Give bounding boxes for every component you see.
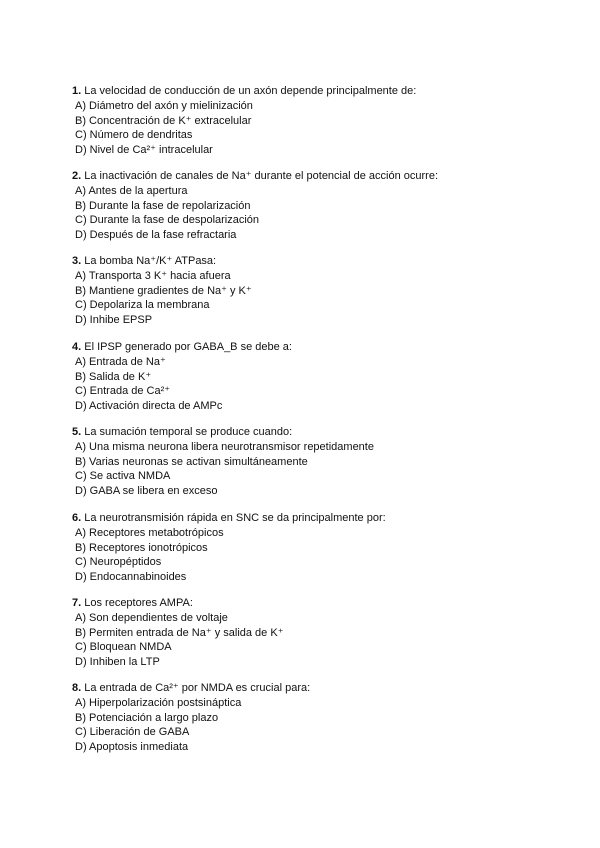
- question-stem: [72, 254, 552, 268]
- answer-option-b: B) Varias neuronas se activan simultáneamente: [75, 455, 308, 468]
- question-stem: [72, 340, 552, 354]
- answer-option-b: B) Mantiene gradientes de Na⁺ y K⁺: [75, 284, 252, 297]
- question-text: La bomba Na⁺/K⁺ ATPasa:: [81, 255, 217, 267]
- answer-option-c: C) Entrada de Ca²⁺: [75, 385, 171, 398]
- answer-option-d: D) Endocannabinoides: [75, 571, 187, 584]
- answer-option-c: C) Durante la fase de despolarización: [75, 214, 260, 227]
- question-text: El IPSP generado por GABA_B se debe a:: [81, 341, 292, 353]
- question-stem: [72, 511, 552, 525]
- question-number: 6.: [72, 512, 82, 524]
- answer-option-c: C) Liberación de GABA: [75, 726, 190, 739]
- question-text: La inactivación de canales de Na⁺ durante el potencial de acción ocurre:: [81, 170, 438, 182]
- answer-options: [72, 526, 552, 585]
- answer-option-b: B) Potenciación a largo plazo: [75, 711, 219, 724]
- question-text: La neurotransmisión rápida en SNC se da principalmente por:: [81, 512, 386, 524]
- answer-option-a: A) Receptores metabotrópicos: [75, 527, 224, 539]
- answer-option-a: A) Hiperpolarización postsináptica: [75, 697, 242, 709]
- question-number: 5.: [72, 426, 82, 438]
- question-text: La velocidad de conducción de un axón depende principalmente de:: [81, 85, 417, 97]
- answer-option-b: B) Salida de K⁺: [75, 370, 152, 383]
- question-stem: [72, 425, 552, 439]
- answer-options: [72, 440, 552, 499]
- answer-option-a: A) Entrada de Na⁺: [75, 356, 166, 368]
- question-7: [72, 596, 552, 670]
- answer-option-d: D) Activación directa de AMPc: [75, 400, 223, 413]
- answer-options: [72, 355, 552, 414]
- answer-option-d: D) GABA se libera en exceso: [75, 485, 218, 498]
- answer-option-a: A) Transporta 3 K⁺ hacia afuera: [75, 270, 231, 282]
- question-number: 4.: [72, 341, 82, 353]
- answer-option-a: A) Diámetro del axón y mielinización: [75, 100, 253, 112]
- question-number: 1.: [72, 85, 82, 97]
- answer-option-d: D) Inhiben la LTP: [75, 656, 160, 669]
- question-4: [72, 340, 552, 414]
- answer-options: [72, 611, 552, 670]
- answer-options: [72, 269, 552, 328]
- question-number: 2.: [72, 170, 82, 182]
- question-5: [72, 425, 552, 499]
- question-number: 8.: [72, 682, 82, 694]
- question-6: [72, 511, 552, 585]
- answer-option-c: C) Se activa NMDA: [75, 470, 171, 483]
- answer-option-d: D) Nivel de Ca²⁺ intracelular: [75, 144, 213, 157]
- answer-option-d: D) Después de la fase refractaria: [75, 229, 237, 242]
- question-stem: [72, 84, 552, 98]
- answer-option-d: D) Apoptosis inmediata: [75, 741, 189, 754]
- answer-options: [72, 184, 552, 243]
- answer-option-a: A) Son dependientes de voltaje: [75, 612, 228, 624]
- answer-options: [72, 696, 552, 755]
- question-stem: [72, 681, 552, 695]
- answer-option-b: B) Receptores ionotrópicos: [75, 541, 208, 554]
- answer-option-c: C) Neuropéptidos: [75, 556, 162, 569]
- question-1: [72, 84, 552, 158]
- question-text: La entrada de Ca²⁺ por NMDA es crucial para:: [81, 682, 311, 694]
- question-number: 7.: [72, 597, 82, 609]
- answer-option-b: B) Concentración de K⁺ extracelular: [75, 114, 252, 127]
- answer-option-a: A) Antes de la apertura: [75, 185, 188, 197]
- answer-option-a: A) Una misma neurona libera neurotransmisor repetidamente: [75, 441, 374, 453]
- answer-option-b: B) Durante la fase de repolarización: [75, 199, 251, 212]
- answer-option-c: C) Depolariza la membrana: [75, 299, 210, 312]
- question-text: Los receptores AMPA:: [81, 597, 193, 609]
- question-8: [72, 681, 552, 755]
- answer-option-c: C) Bloquean NMDA: [75, 641, 172, 654]
- question-number: 3.: [72, 255, 82, 267]
- answer-options: [72, 99, 552, 158]
- answer-option-b: B) Permiten entrada de Na⁺ y salida de K⁺: [75, 626, 284, 639]
- question-3: [72, 254, 552, 328]
- question-text: La sumación temporal se produce cuando:: [81, 426, 293, 438]
- question-stem: [72, 169, 552, 183]
- answer-option-c: C) Número de dendritas: [75, 129, 193, 142]
- question-stem: [72, 596, 552, 610]
- answer-option-d: D) Inhibe EPSP: [75, 314, 153, 327]
- question-2: [72, 169, 552, 243]
